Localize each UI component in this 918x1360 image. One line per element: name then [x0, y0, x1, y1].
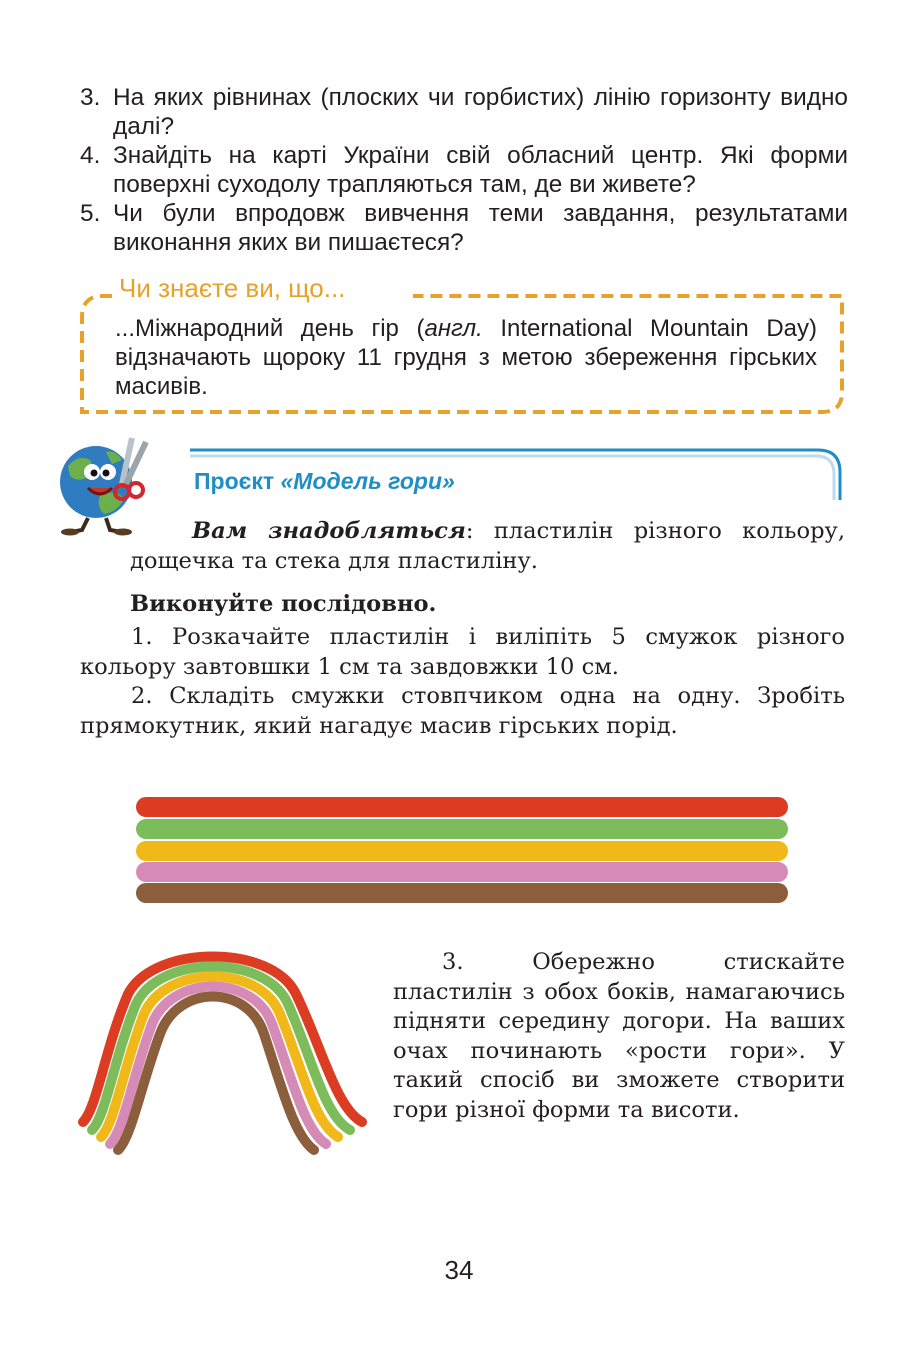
question-number: 3. — [80, 84, 101, 111]
step-2-paragraph: 2. Складіть смужки стовпчиком одна на одну. Зробіть прямокутник, який нагадує масив гірських порід. — [80, 683, 845, 739]
materials-text: пластилін різного кольору, дощечка та стека для пластиліну. — [130, 518, 846, 574]
materials-label: Вам знадобляться — [192, 518, 466, 544]
step-3-paragraph: 3. Обережно стискайте пластилін з обох боків, намагаючись підняти середину догори. На ваших очах починають «рости гори». У такий спосіб ви зможете створити гори різної форми та висоти. — [393, 949, 845, 1123]
instructions-heading: Виконуйте послідовно. — [130, 591, 437, 617]
question-text: Чи були впродовж вивчення теми завдання, результатами виконання яких ви пишаєтеся? — [113, 200, 848, 256]
materials-paragraph: Вам знадобляться: пластилін різного кольору, дощечка та стека для пластиліну. — [130, 518, 846, 574]
question-text: На яких рівнинах (плоских чи горбистих) лінію горизонту видно далі? — [113, 84, 848, 140]
question-number: 4. — [80, 142, 101, 169]
fact-box-text: ...Міжнародний день гір (англ. International Mountain Day) відзначають щороку 11 грудня з метою збереження гірських масивів. — [115, 315, 818, 400]
question-number: 5. — [80, 200, 101, 227]
plasticine-mountain-illustration — [74, 948, 374, 1173]
step-1-paragraph: 1. Розкачайте пластилін і виліпіть 5 смужок різного кольору завтовшки 1 см та завдовжки 10 см. — [80, 624, 845, 680]
project-title: Проєкт «Модель гори» — [194, 468, 455, 494]
page-number: 34 — [444, 1255, 474, 1285]
plasticine-stripes-illustration — [136, 797, 792, 907]
fact-box-title: Чи знаєте ви, що... — [119, 273, 346, 303]
question-text: Знайдіть на карті України свій обласний центр. Які форми поверхні суходолу трапляються там, де ви живете? — [113, 142, 848, 198]
